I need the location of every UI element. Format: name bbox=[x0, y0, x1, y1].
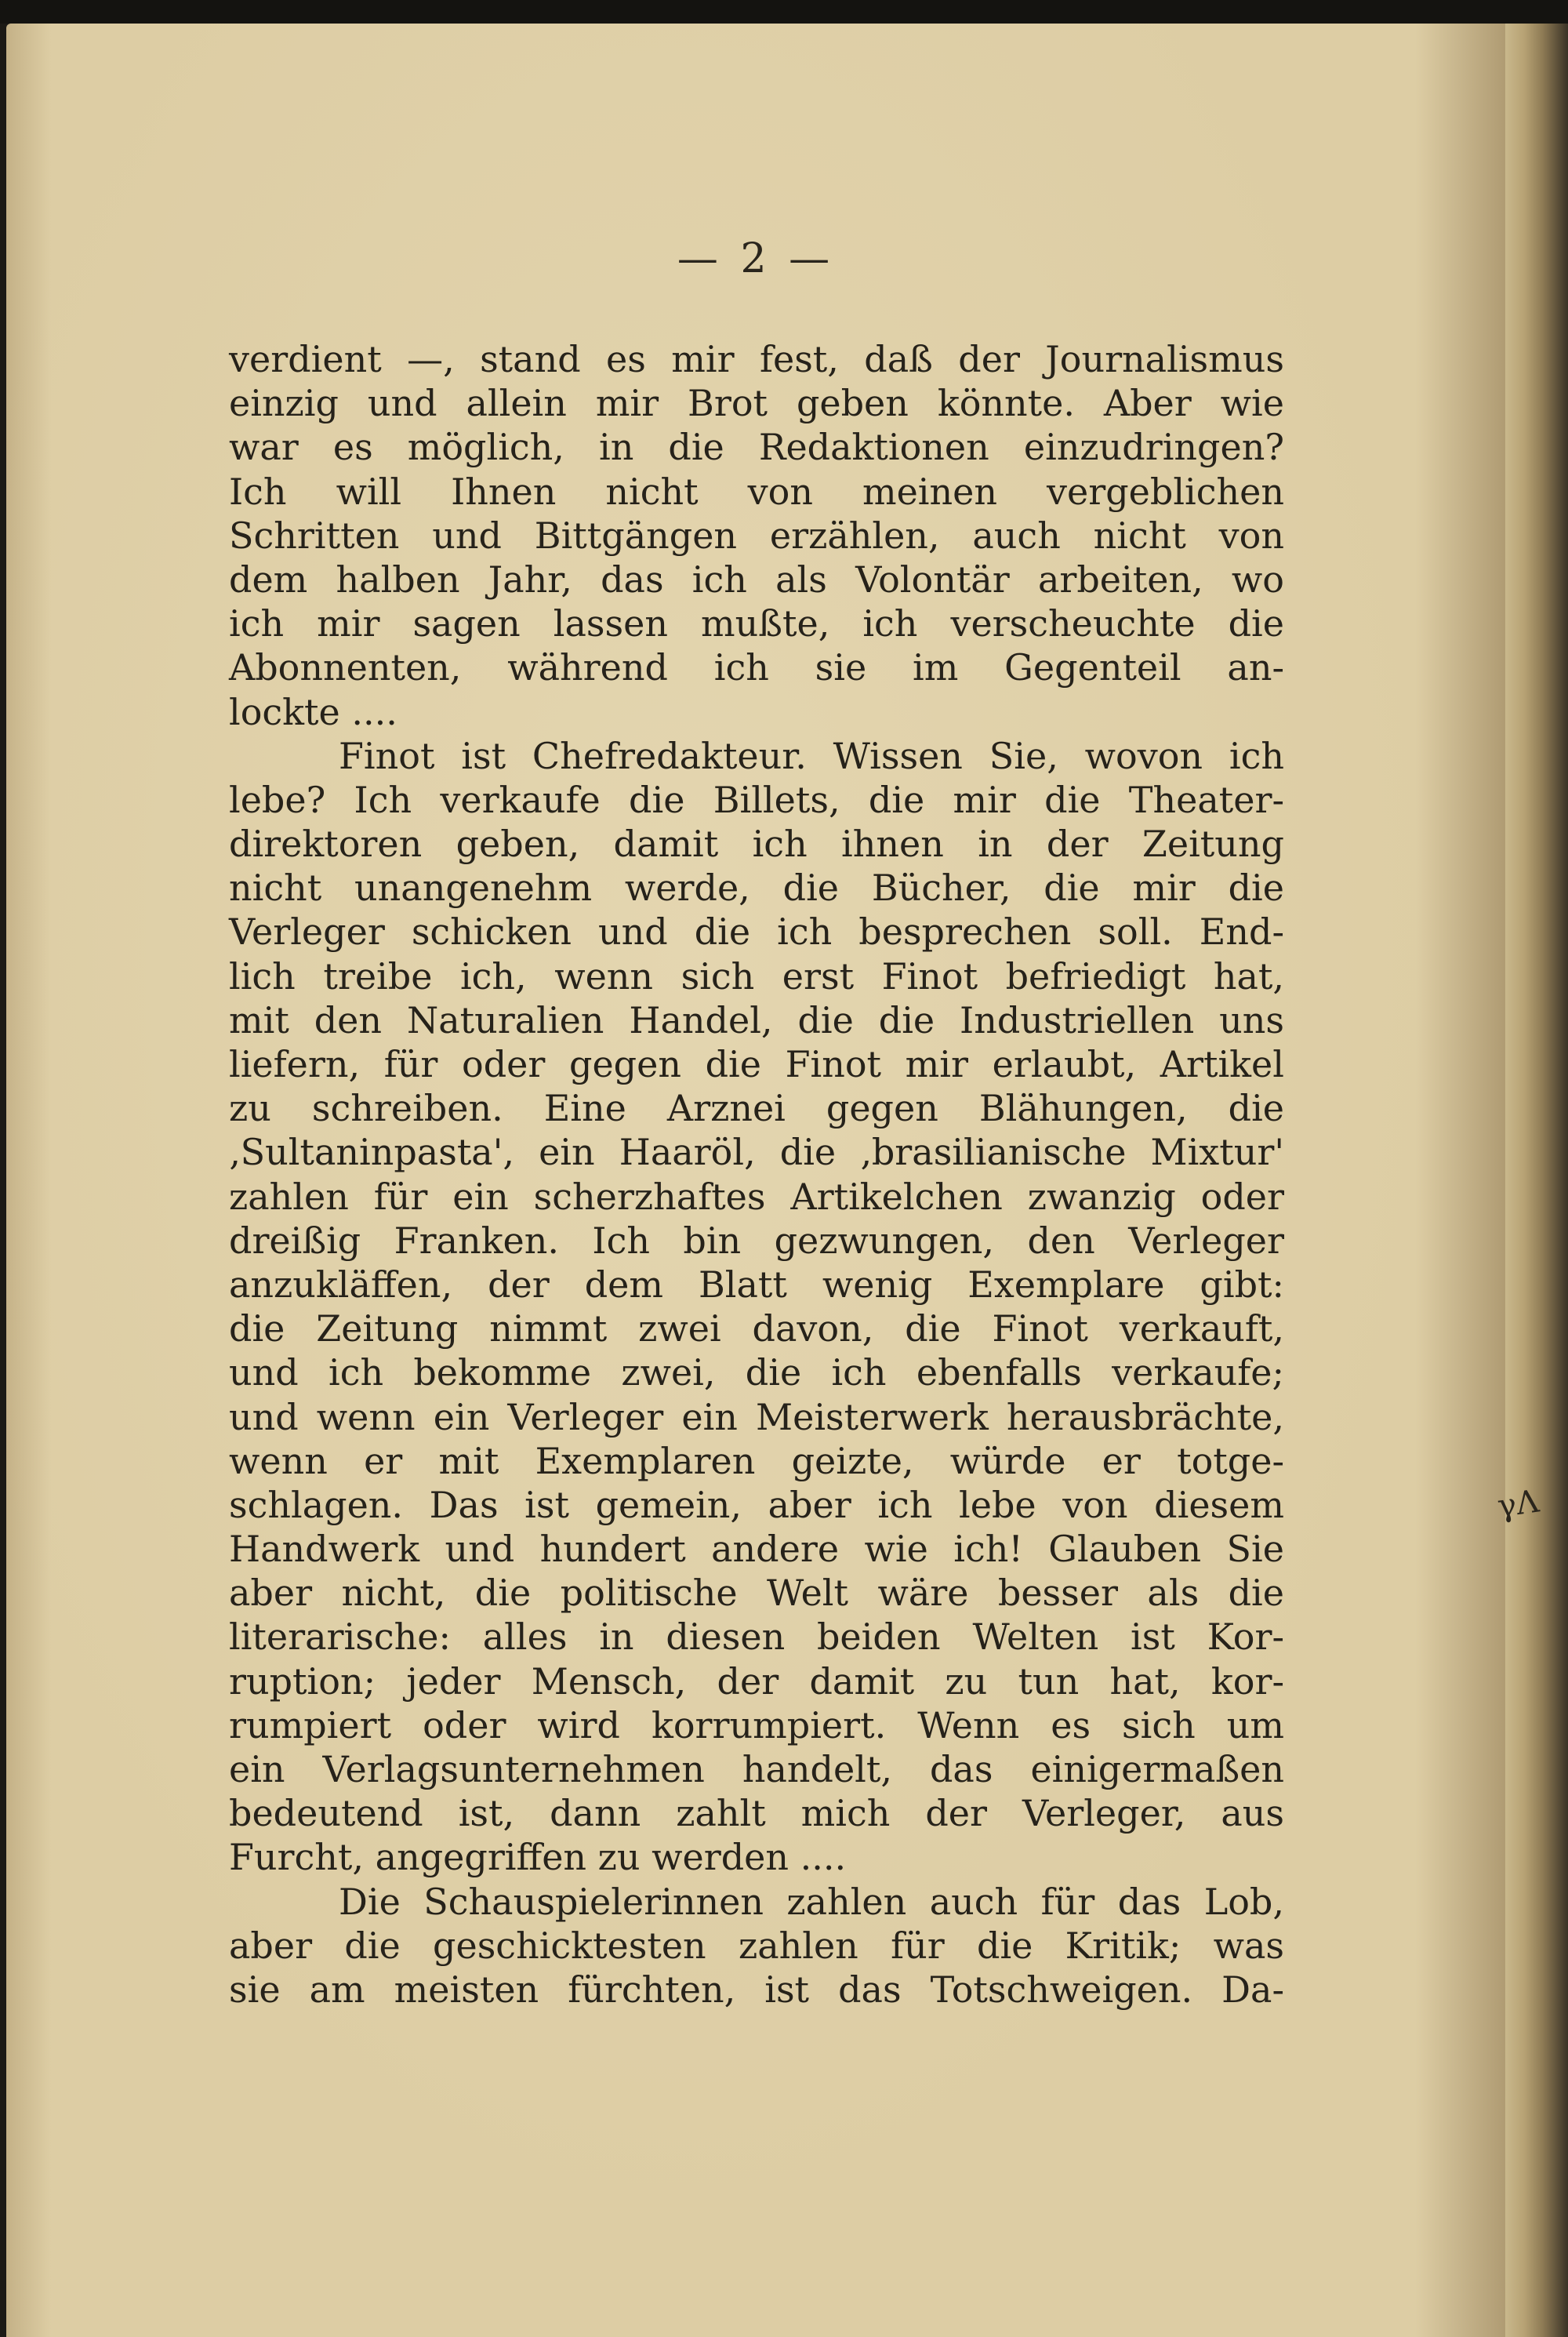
text-line: bedeutend ist, dann zahlt mich der Verleger, aus bbox=[229, 1792, 1284, 1835]
text-line: dreißig Franken. Ich bin gezwungen, den Verleger bbox=[229, 1219, 1284, 1262]
text-line: und ich bekomme zwei, die ich ebenfalls verkaufe; bbox=[229, 1351, 1284, 1394]
text-line: Abonnenten, während ich sie im Gegenteil an- bbox=[229, 646, 1284, 689]
text-line: Ich will Ihnen nicht von meinen vergeblichen bbox=[229, 470, 1284, 513]
text-line: nicht unangenehm werde, die Bücher, die mir die bbox=[229, 867, 1284, 910]
body-text bbox=[229, 337, 1284, 2012]
text-line: einzig und allein mir Brot geben könnte. Aber wie bbox=[229, 382, 1284, 425]
text-line: anzukläffen, der dem Blatt wenig Exemplare gibt: bbox=[229, 1263, 1284, 1306]
text-line: rumpiert oder wird korrumpiert. Wenn es sich um bbox=[229, 1703, 1284, 1746]
text-line: ein Verlagsunternehmen handelt, das einigermaßen bbox=[229, 1748, 1284, 1790]
text-line: lich treibe ich, wenn sich erst Finot befriedigt hat, bbox=[229, 954, 1284, 998]
text-line: zahlen für ein scherzhaftes Artikelchen zwanzig oder bbox=[229, 1175, 1284, 1218]
text-line: ‚Sultaninpasta', ein Haaröl, die ‚brasilianische Mixtur' bbox=[229, 1131, 1284, 1174]
text-line: ruption; jeder Mensch, der damit zu tun hat, kor- bbox=[229, 1659, 1284, 1703]
text-line: aber nicht, die politische Welt wäre besser als die bbox=[229, 1572, 1284, 1615]
text-line: Schritten und Bittgängen erzählen, auch nicht von bbox=[229, 514, 1284, 557]
page-number: — 2 — bbox=[677, 235, 835, 282]
text-line: war es möglich, in die Redaktionen einzudringen? bbox=[229, 426, 1284, 469]
text-line: Handwerk und hundert andere wie ich! Glauben Sie bbox=[229, 1528, 1284, 1571]
text-line: aber die geschicktesten zahlen für die Kritik; was bbox=[229, 1924, 1284, 1967]
text-line: wenn er mit Exemplaren geizte, würde er totge- bbox=[229, 1439, 1284, 1482]
text-line: ich mir sagen lassen mußte, ich verscheuchte die bbox=[229, 602, 1284, 645]
handwritten-margin-note: γΛ bbox=[1495, 1483, 1541, 1525]
paragraph-start-line: Finot ist Chefredakteur. Wissen Sie, wovon ich bbox=[339, 734, 1284, 777]
book-spine-edge bbox=[1505, 24, 1568, 2337]
paragraph-start-line: Die Schauspielerinnen zahlen auch für das Lob, bbox=[339, 1880, 1284, 1923]
text-line: mit den Naturalien Handel, die die Industriellen uns bbox=[229, 998, 1284, 1041]
text-line: zu schreiben. Eine Arznei gegen Blähungen, die bbox=[229, 1087, 1284, 1130]
text-line: sie am meisten fürchten, ist das Totschweigen. Da- bbox=[229, 1968, 1284, 2011]
text-line: schlagen. Das ist gemein, aber ich lebe von diesem bbox=[229, 1483, 1284, 1526]
text-line: verdient —, stand es mir fest, daß der Journalismus bbox=[229, 338, 1284, 380]
book-top-edge bbox=[0, 0, 1568, 24]
text-line: literarische: alles in diesen beiden Welten ist Kor- bbox=[229, 1616, 1284, 1659]
text-line: dem halben Jahr, das ich als Volontär arbeiten, wo bbox=[229, 558, 1284, 601]
text-line: die Zeitung nimmt zwei davon, die Finot verkauft, bbox=[229, 1307, 1284, 1350]
text-line: lebe? Ich verkaufe die Billets, die mir die Theater- bbox=[229, 778, 1284, 821]
text-line: lockte .... bbox=[229, 690, 397, 733]
text-line: und wenn ein Verleger ein Meisterwerk herausbrächte, bbox=[229, 1395, 1284, 1438]
text-line: liefern, für oder gegen die Finot mir erlaubt, Artikel bbox=[229, 1043, 1284, 1085]
text-line: direktoren geben, damit ich ihnen in der Zeitung bbox=[229, 823, 1284, 866]
text-line: Verleger schicken und die ich besprechen soll. End- bbox=[229, 910, 1284, 954]
text-line: Furcht, angegriffen zu werden .... bbox=[229, 1836, 847, 1879]
